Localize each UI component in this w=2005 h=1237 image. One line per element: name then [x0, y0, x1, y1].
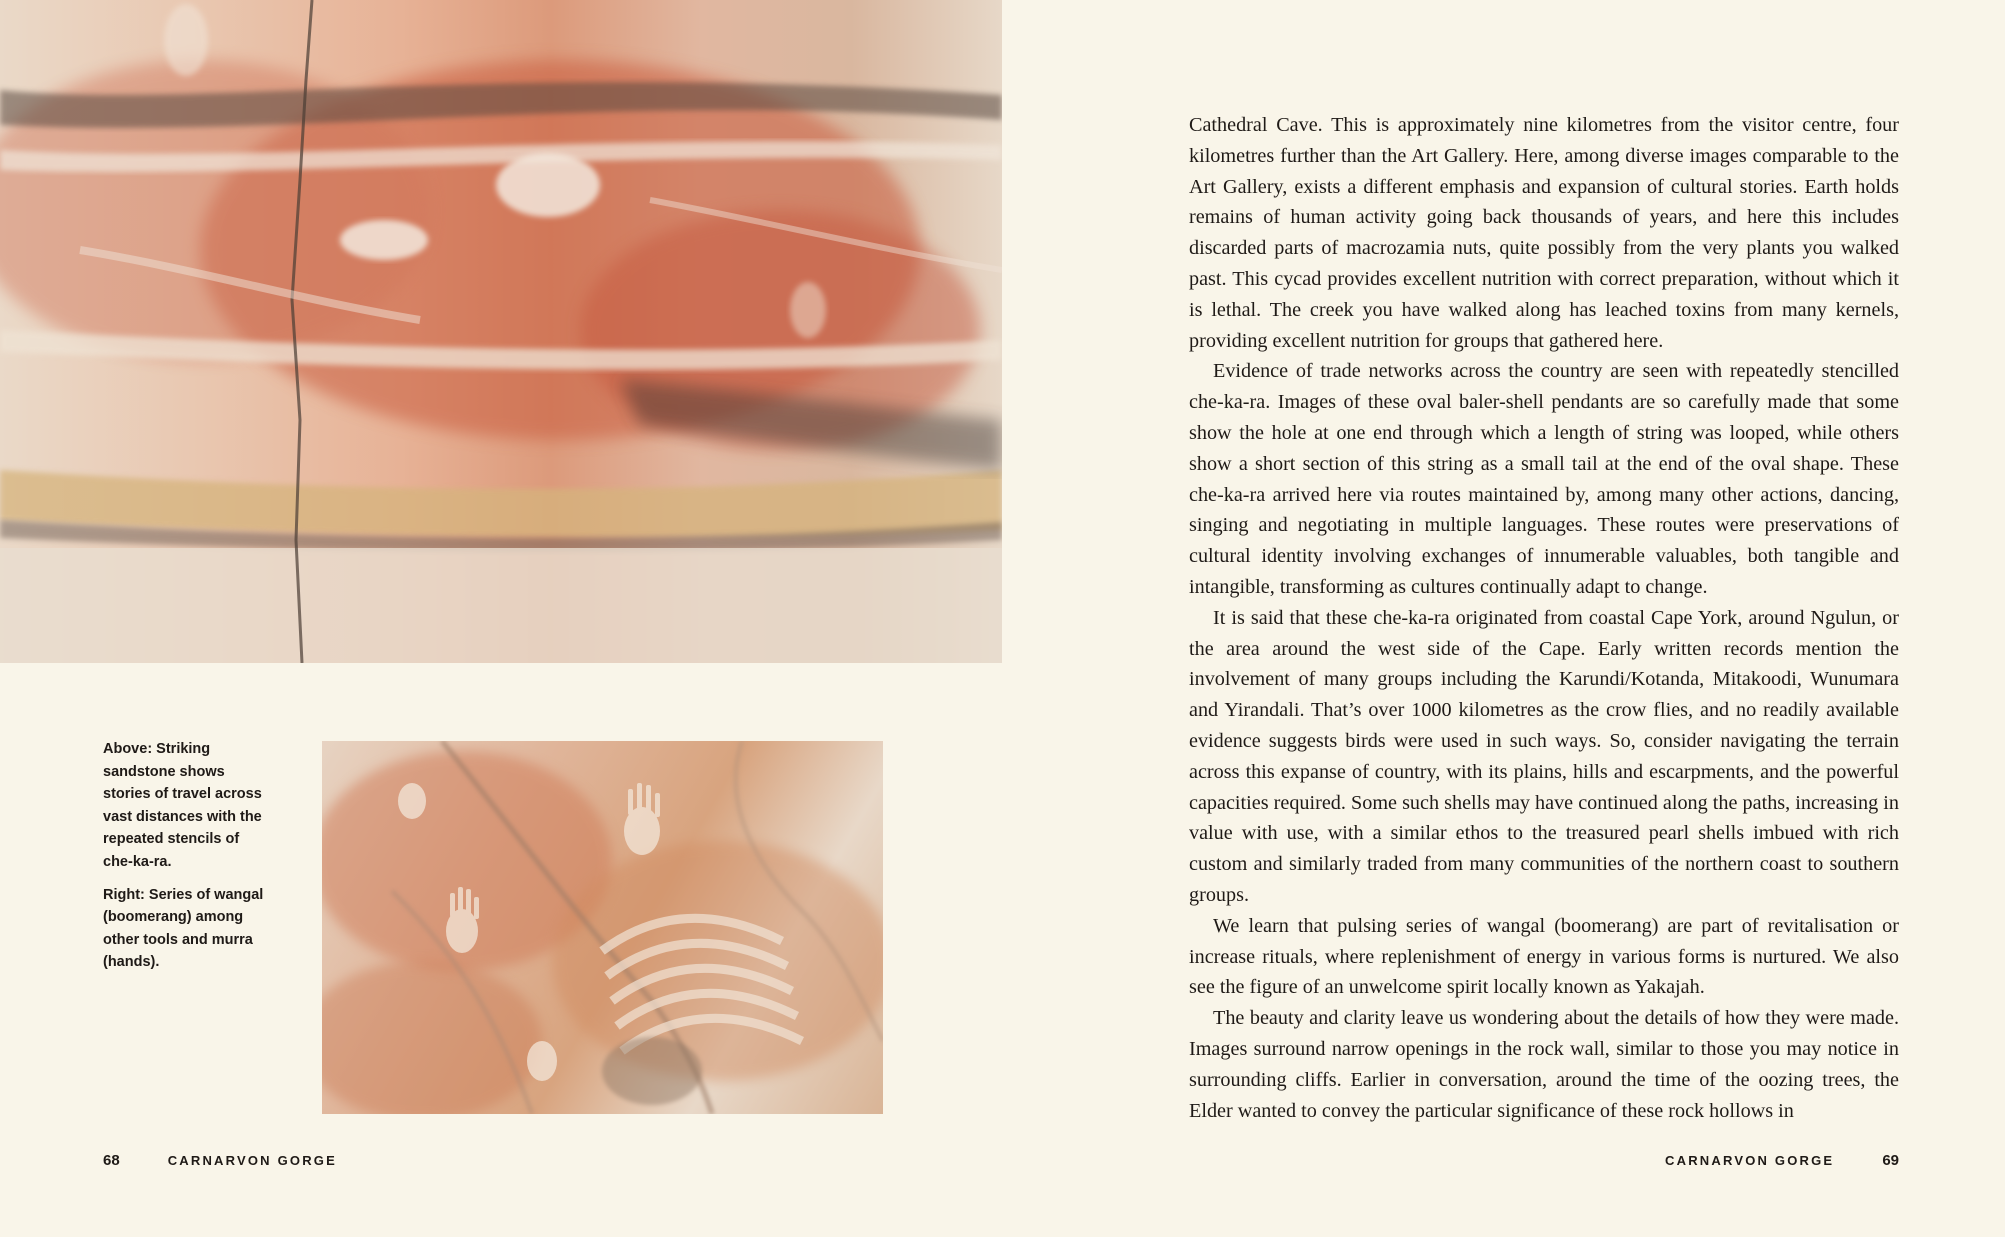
body-paragraph: It is said that these che-ka-ra originated from coastal Cape York, around Ngulun, or the area around the west side of the Cape. Early written records mention the involvement of many groups including the Karundi/Kotanda, Mitakoodi, Wunumara and Yirandali. That’s over 1000 kilometres as the crow flies, and no readily available evidence suggests birds were used in such ways. So, consider navigating the terrain across this expanse of country, with its plains, hills and escarpments, and the powerful capacities required. Some such shells may have continued along the paths, increasing in value with use, with a similar ethos to the treasured pearl shells imbued with rich custom and similarly traded from many communities of the northern coast to southern groups. — [1189, 606, 1899, 906]
body-paragraph: Cathedral Cave. This is approximately nine kilometres from the visitor centre, four kilometres further than the Art Gallery. Here, among diverse images comparable to the Art Gallery, exists a different emphasis and expansion of cultural stories. Earth holds remains of human activity going back thousands of years, and here this includes discarded parts of macrozamia nuts, quite possibly from the very plants you walked past. This cycad provides excellent nutrition with correct preparation, without which it is lethal. The creek you have walked along has leached toxins from many kernels, providing excellent nutrition for groups that gathered here. — [1189, 114, 1899, 352]
page-number-right: 69 — [1882, 1152, 1899, 1169]
running-title-right: CARNARVON GORGE — [1665, 1153, 1835, 1168]
photo-captions — [103, 738, 273, 984]
footer-right — [1665, 1152, 1899, 1169]
body-paragraph: We learn that pulsing series of wangal (boomerang) are part of revitalisation or increase rituals, where replenishment of energy in various forms is nurtured. We also see the figure of an unwelcome spirit locally known as Yakajah. — [1189, 914, 1899, 999]
body-paragraph: The beauty and clarity leave us wondering about the details of how they were made. Images surround narrow openings in the rock wall, similar to those you may notice in surrounding cliffs. Earlier in conversation, around the time of the oozing trees, the Elder wanted to convey the particular significance of these rock hollows in — [1189, 1007, 1899, 1122]
wangal-photo-illustration — [322, 741, 883, 1114]
caption-right: Right: Series of wangal (boomerang) among other tools and murra (hands). — [103, 886, 264, 971]
footer-left — [103, 1152, 337, 1169]
caption-above: Above: Striking sandstone shows stories of travel across vast distances with the repeated stencils of che-ka-ra. — [103, 741, 262, 870]
running-title-left: CARNARVON GORGE — [167, 1153, 337, 1168]
page-number-left: 68 — [103, 1152, 120, 1169]
body-paragraph: Evidence of trade networks across the country are seen with repeatedly stencilled che-ka-ra. Images of these oval baler-shell pendants are so carefully made that some show the hole at one end through which a length of string was looped, while others show a short section of this string as a small tail at the end of the oval shape. These che-ka-ra arrived here via routes maintained by, among many other actions, dancing, singing and negotiating in multiple languages. These routes were preservations of cultural identity involving exchanges of innumerable valuables, both tangible and intangible, transforming as cultures continually adapt to change. — [1189, 360, 1899, 598]
sandstone-stencil-photo — [0, 0, 1002, 663]
wangal-murra-stencil-photo — [322, 741, 883, 1114]
sandstone-photo-illustration — [0, 0, 1002, 663]
body-text-column — [1189, 110, 1899, 1126]
